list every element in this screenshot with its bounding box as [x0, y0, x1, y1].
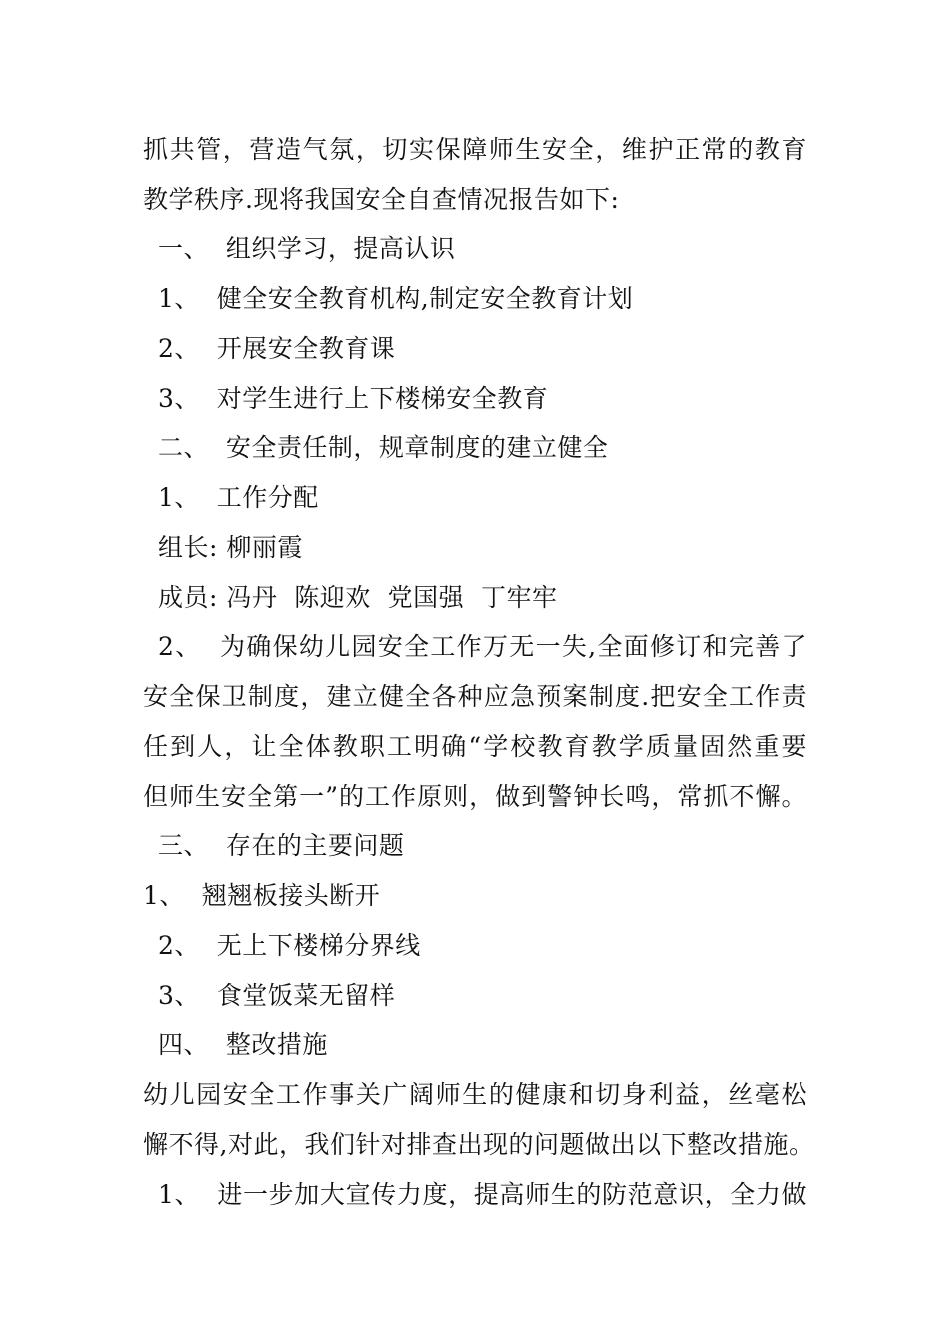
team-leader: 组长: 柳丽霞: [158, 533, 303, 562]
team-members: 成员: 冯丹 陈迎欢 党国强 丁牢牢: [158, 583, 558, 612]
paragraph-line: 懈不得,对此，我们针对排查出现的问题做出以下整改措施。: [143, 1130, 815, 1159]
list-item: 1、 健全安全教育机构,制定安全教育计划: [158, 284, 634, 313]
section-heading-1: 一、 组织学习，提高认识: [158, 234, 456, 263]
list-item: 2、 为确保幼儿园安全工作万无一失,全面修订和完善了: [158, 632, 807, 661]
paragraph-line: 任到人，让全体教职工明确“学校教育教学质量固然重要: [143, 732, 807, 761]
paragraph-line: 但师生安全第一”的工作原则，做到警钟长鸣，常抓不懈。: [143, 782, 807, 811]
paragraph-line: 幼儿园安全工作事关广阔师生的健康和切身利益，丝毫松: [143, 1080, 807, 1109]
section-heading-2: 二、 安全责任制，规章制度的建立健全: [158, 433, 609, 462]
list-item: 2、 无上下楼梯分界线: [158, 931, 421, 960]
list-item: 1、 翘翘板接头断开: [143, 881, 381, 910]
list-item: 3、 食堂饭菜无留样: [158, 981, 396, 1010]
list-item: 2、 开展安全教育课: [158, 334, 396, 363]
paragraph-line: 教学秩序.现将我国安全自查情况报告如下:: [143, 185, 620, 214]
paragraph-line: 抓共管，营造气氛，切实保障师生安全，维护正常的教育: [143, 135, 807, 164]
section-heading-4: 四、 整改措施: [158, 1030, 328, 1059]
list-item: 1、 工作分配: [158, 483, 319, 512]
list-item: 1、 进一步加大宣传力度，提高师生的防范意识，全力做: [158, 1180, 807, 1209]
paragraph-line: 安全保卫制度，建立健全各种应急预案制度.把安全工作责: [143, 682, 807, 711]
section-heading-3: 三、 存在的主要问题: [158, 831, 405, 860]
list-item: 3、 对学生进行上下楼梯安全教育: [158, 384, 549, 413]
